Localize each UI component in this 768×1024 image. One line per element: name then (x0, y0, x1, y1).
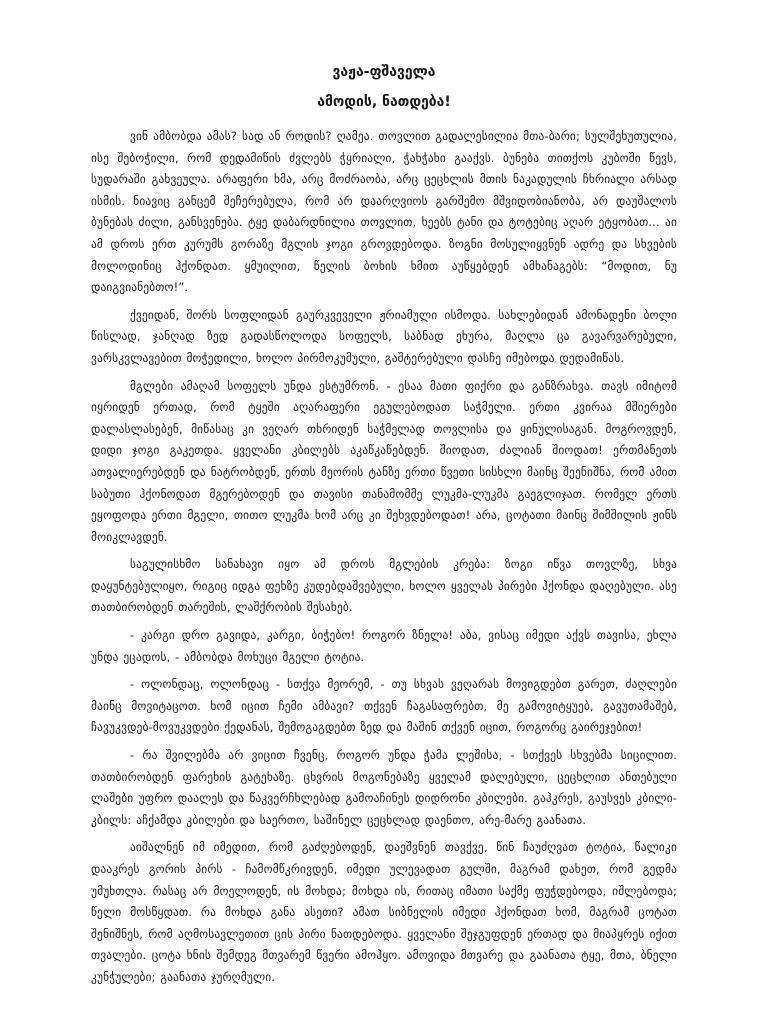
author-heading: ვაჟა-ფშაველა (332, 64, 436, 80)
paragraph-4: საგულისხმო სანახავი იყო ამ დროს მგლების კრება: ზოგი იწვა თოვლზე, სხვა დაყუნტებულიყო, რიგიც იდგა ფეხზე კუდებდაშვებული, ხოლო ყველას პირები ჰქონდა დაღებული. ასე თათბირობდენ თარეშის, ლაშქრობის შესახებ. (91, 557, 677, 615)
paragraph-6: - ოლონდაც, ოლონდაც - სთქვა მეორემ, - თუ სხვას ვეღარას მოვიგდებთ გარეთ, ძაღლები მაინც მოვიტაცოთ. ხომ იცით ჩემი ამბავი? თქვენ ჩაგასაფრებთ, მე გამოვიტყუებ, გავუთამაშებ, ჩავუკვდებ-მოვუკვდები ქედანას, შემოგაგდებთ ზედ და მაშინ თქვენ იცით, როგორც გაირეჯებით! (91, 677, 677, 735)
paragraph-3: მგლები ამაღამ სოფელს უნდა ესტუმრონ. - ესაა მათი ფიქრი და განზრახვა. თავს იმიტომ იყრიდენ ერთად, რომ ტყეში აღარაფერი ეგულებოდათ საჭმელი. ერთი კვირაა მშიერები დალასლასებენ, მიწასაც კი ვეღარ თხრიდენ საჭმელად თოვლისა და ყინულისაგან. მოგროვდენ, დიდი ჯოგი გაკეთდა. ყველანი კბილებს აკაწკაწებდენ. შიოდათ, ძალიან შიოდათ! ერთმანეთს ათვალიერებდენ და ნატრობდენ, ერთს მეორის ტანზე ერთი წვეთი სისხლი მაინც შეენიშნა, რომ ამით საბუთი ჰქონოდათ მგერებოდენ და თავისი თანამომმე ლუკმა-ლუკმა გაეგლიჯათ. რომელ ერთს ეყოფოდა ერთი მგელი, თითო ლუკმა ხომ არც კი შეხვდებოდათ! არა, ცოტათი მაინც შიმშილის ჟინს მოიკლავდენ. (91, 378, 677, 544)
paragraph-1: ვინ ამბობდა ამას? სად ან როდის? ღამეა. თოვლით გადალესილია მთა-ბარი; სულშეხუთულია, ისე შებოჭილი, რომ დედამიწის ძვლებს ჭყრიალი, ჭახჭახი გააქვს. ბუნება თითქოს კუბოში წევს, სუდარაში გახვეულა. არაფერი ხმა, არც მოძრაობა, არც ცეცხლის მთის ნაკადულის ჩხრიალი არსად ისმის. ნიავიც განცემ შეჩერებულა, რომ არ დაარღვიოს გარშემო მშვიდობიანობა, არ დაუშალოს ბუნებას ძილი, განსვენება. ტყე დაბარდნილია თოვლით, ხეებს ტანი და ტოტებიც აღარ ეტყობათ... აი ამ დროს ერთ კურუმს გორაზე მგლის ჯოგი გროვდებოდა. ზოგნი მოსულიყვნენ ადრე და სხვების მოლოდინიც ჰქონდათ. ყმუილით, წელის ბოხის ხმით აუწყებდენ ამხანაგებს: “მოდით, ნუ დაიგვიანებთო!”. (91, 129, 677, 295)
document-page (91, 62, 677, 995)
paragraph-2: ქვეიდან, შორს სოფლიდან გაურკვეველი ჟრიამული ისმოდა. სახლებიდან ამონადენი ბოლი წისლად, ჯანღად ზედ გადასწოლოდა სოფელს, საბნად ეხურა, მაღლა ცა გავარვარებული, ვარსკვლავებით მოჭედილი, ხოლო პირმოკუმული, გაშტერებული დასჩე იმებოდა დედამიწას. (91, 307, 677, 365)
story-title: ამოდის, ნათდება! (317, 94, 451, 110)
paragraph-5: - კარგი დრო გავიდა, კარგი, ბიჭებო! როგორ ზნელა! აბა, ვისაც იმედი აქვს თავისა, ეხლა უნდა ეცადოს, - ამბობდა მოხუცი მგელი ტოტია. (91, 628, 677, 664)
paragraph-7: - რა შვილებმა არ ვიცით ჩვენც, როგორ უნდა ჭამა ლეშისა, - სთქვეს სხვებმა სიცილით. თათბირობდენ ფარეხის გატეხაზე. ცხვრის მოგონებაზე ყველამ დალებული, ცეცხლით ანთებული ლაშები უფრო დაალეს და წაკვერჩხლებად გამოაჩინეს დიდრონი კბილები. გაჰკრეს, გაუსვეს კბილი-კბილს: აჩქამდა კბილები და საერთო, საშინელ ცეცხლად დაენთო, არე-მარე გაანათა. (91, 748, 677, 827)
paragraph-8: აიშალნენ იმ იმედით, რომ გაძღებოდენ, დაეშვნენ თავქვე, წინ ჩაუძღვათ ტოტია, წალიკი დააკრეს გორის პირს - ჩამომწკრივდენ, იმედი ულევადათ გულში, მაგრამ დახეთ, რომ გედმა უმუხთლა. რასაც არ მოელოდენ, ის მოხდა; მოხდა ის, რითაც იმათი საქმე ფუჭდებოდა, იშლებოდა; წელი მოსწყდათ. რა მოხდა განა ასეთი? ამათ სიბნელის იმედი ჰქონდათ ხომ, მაგრამ ცოტათ შენიშნეს, რომ აღმოსავლეთით ცის პირი ნათდებოდა. ყველანი შეჯგუფდენ ერთად და მიაპყრეს იქით თვალები. ცოტა ხნის შემდეგ მთვარემ წვერი ამოჰყო. ამოვიდა მთვარე და გაანათა ტყე, მთა, ბნელი კუნჭულები; გაანათა ჯურღმული. (91, 840, 677, 984)
